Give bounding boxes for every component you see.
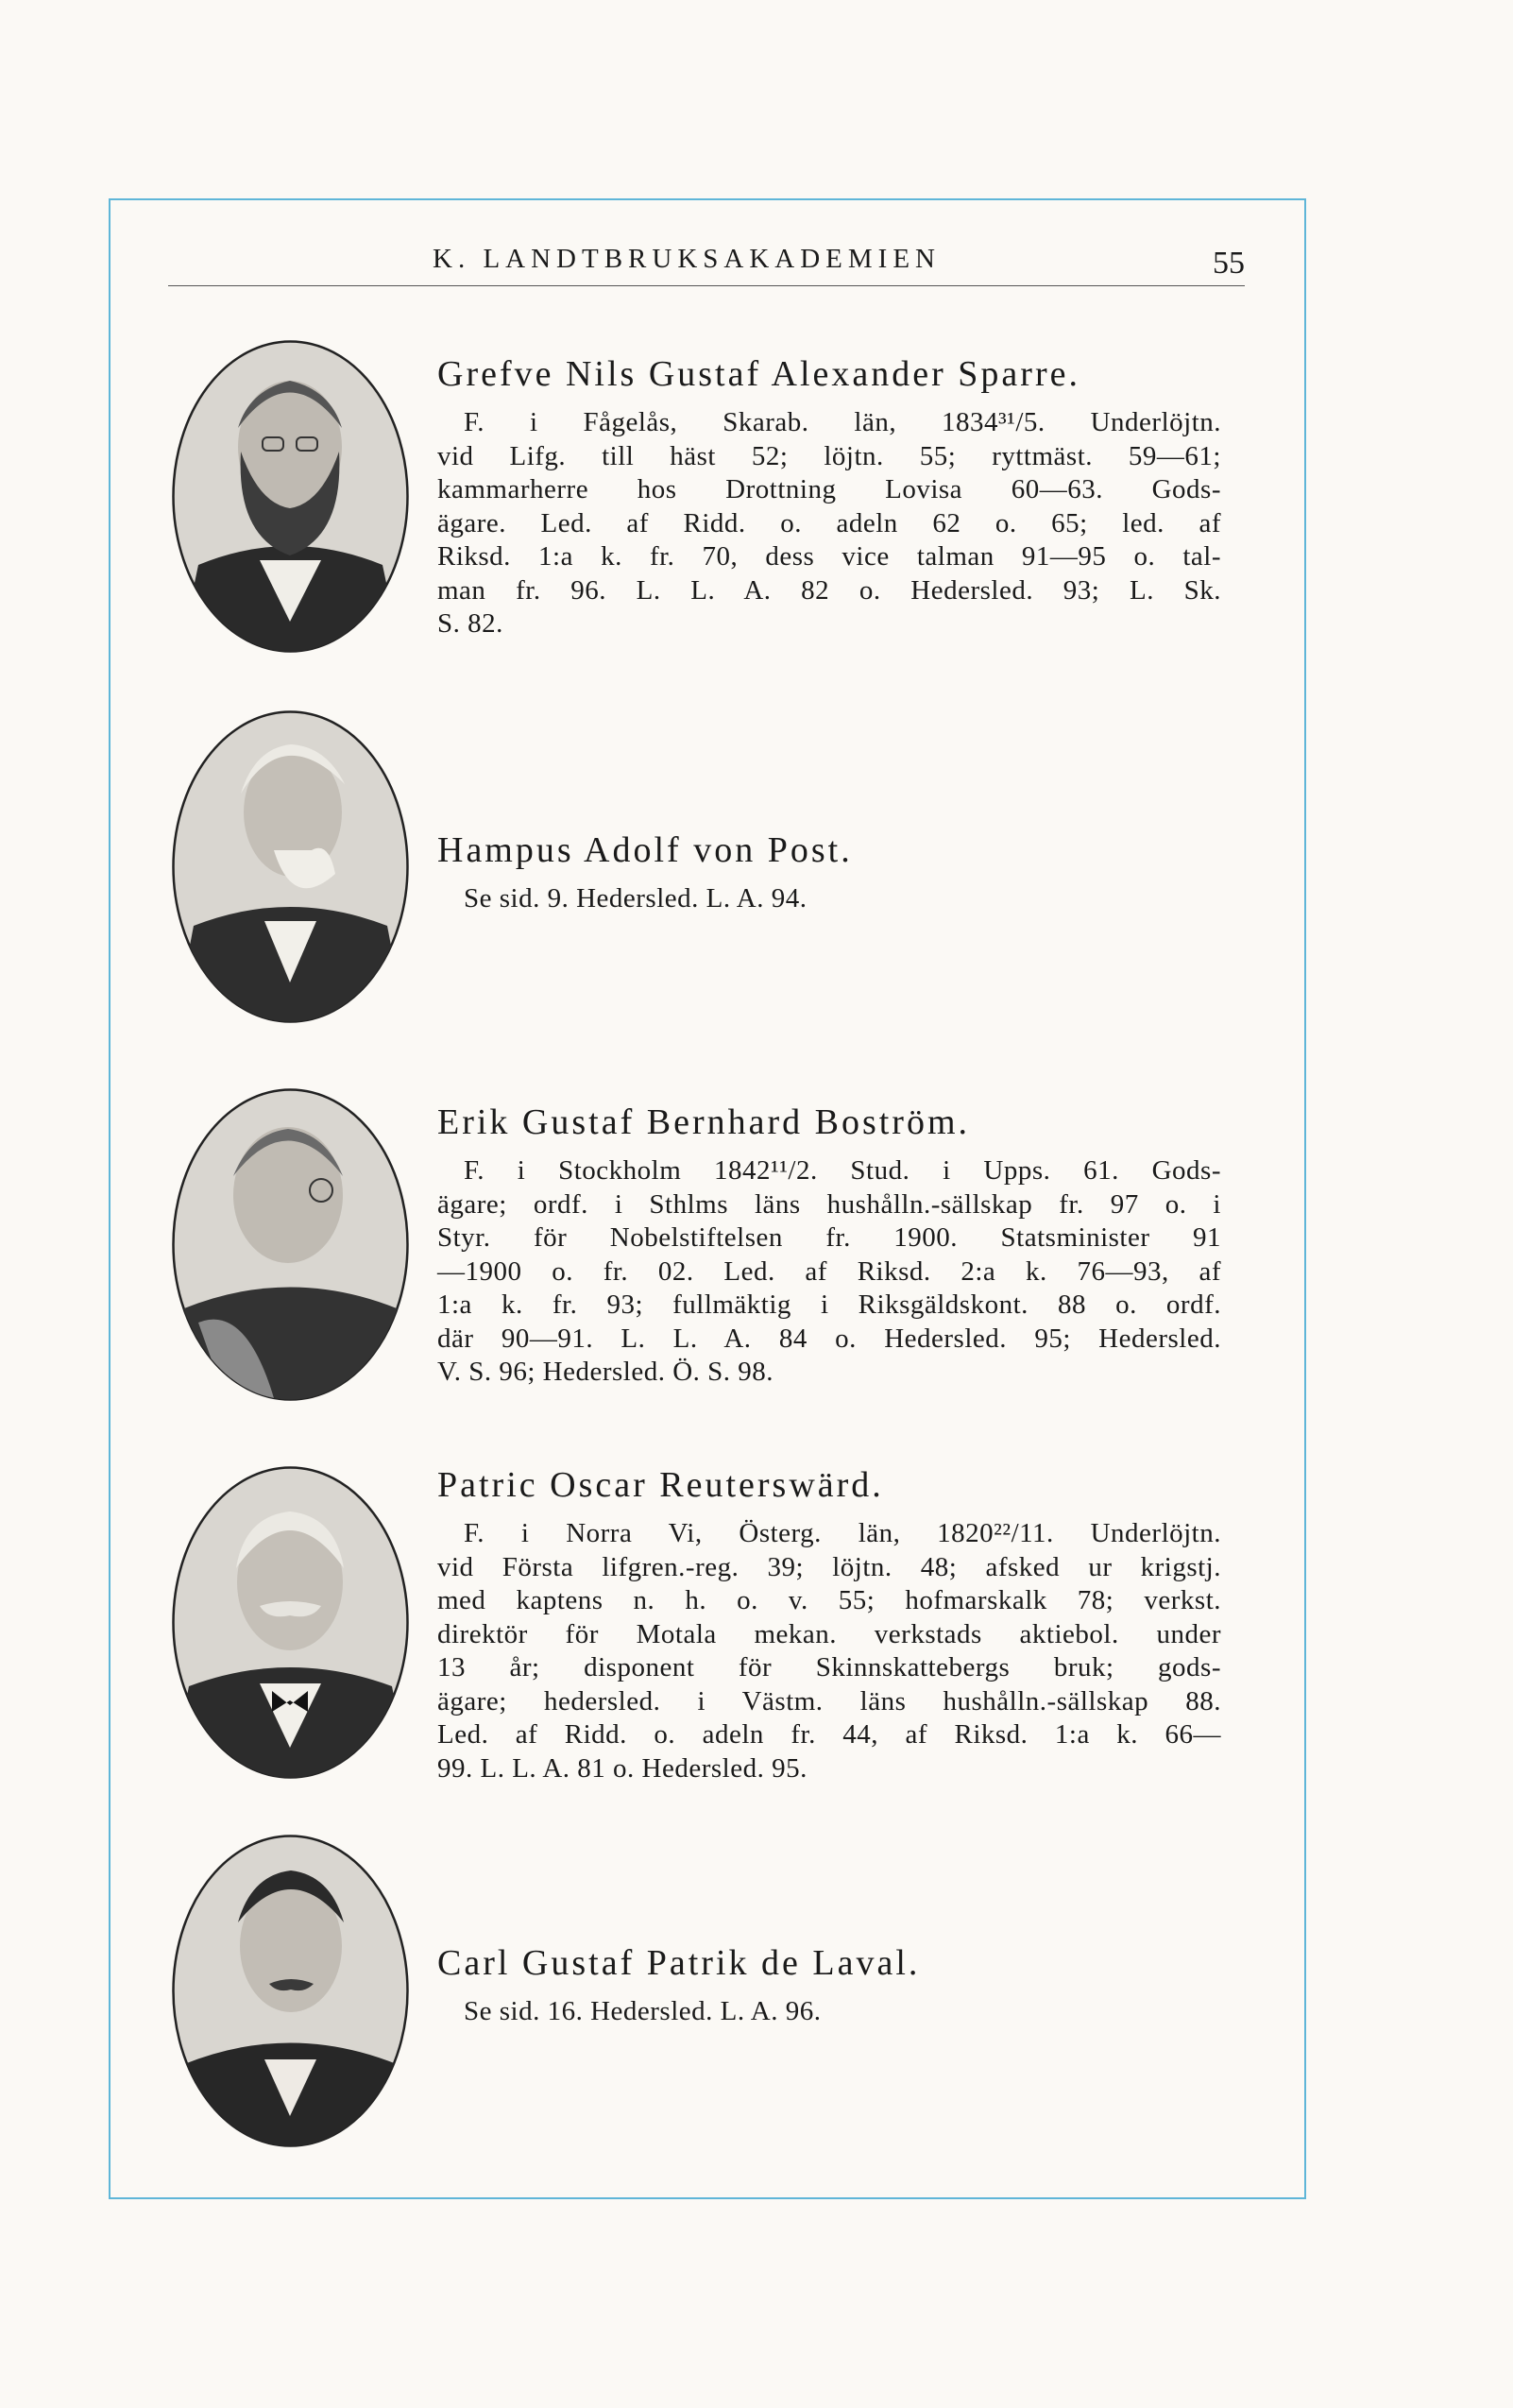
page-number: 55 [1213, 246, 1245, 281]
entry-bio [437, 1995, 1221, 2029]
running-title: K. LANDTBRUKSAKADEMIEN [433, 244, 941, 274]
bio-line: ägare; hedersled. i Västm. läns hushålln.-sällskap 88. [437, 1685, 1221, 1716]
entry-reutersward [170, 1464, 1247, 1795]
bio-line: Riksd. 1:a k. fr. 70, dess vice talman 91—95 o. tal- [437, 541, 1221, 572]
bio-line: Se sid. 16. Hedersled. L. A. 96. [464, 1996, 822, 2026]
bio-line: 13 år; disponent för Skinnskattebergs bruk; gods- [437, 1652, 1221, 1682]
entry-bio [437, 406, 1221, 641]
bio-line: ägare; ordf. i Sthlms läns hushålln.-sällskap fr. 97 o. i [437, 1188, 1221, 1220]
bio-line: F. i Norra Vi, Österg. län, 1820²²/11. Underlöjtn. [464, 1518, 1221, 1548]
bio-line: —1900 o. fr. 02. Led. af Riksd. 2:a k. 76—93, af [437, 1255, 1221, 1287]
bio-line: 99. L. L. A. 81 o. Hedersled. 95. [437, 1752, 808, 1784]
entry-name: Erik Gustaf Bernhard Boström. [437, 1102, 971, 1142]
bio-line: F. i Fågelås, Skarab. län, 1834³¹/5. Underlöjtn. [464, 407, 1221, 437]
entry-bio [437, 1517, 1221, 1785]
portrait-image [170, 709, 411, 1025]
entry-bostrom [170, 1086, 1247, 1417]
bio-line: Led. af Ridd. o. adeln fr. 44, af Riksd. 1:a k. 66— [437, 1719, 1221, 1750]
bio-line: vid Första lifgren.-reg. 39; löjtn. 48; afsked ur krigstj. [437, 1551, 1221, 1582]
bio-line: där 90—91. L. L. A. 84 o. Hedersled. 95; Hedersled. [437, 1323, 1221, 1354]
entry-sparre [170, 338, 1247, 669]
bio-line: kammarherre hos Drottning Lovisa 60—63. Gods- [437, 474, 1221, 504]
portrait-image [170, 1464, 411, 1781]
bio-line: vid Lifg. till häst 52; löjtn. 55; ryttmäst. 59—61; [437, 440, 1221, 471]
bio-line: direktör för Motala mekan. verkstads aktiebol. under [437, 1618, 1221, 1649]
entry-de-laval [170, 1833, 1247, 2163]
bio-line: S. 82. [437, 608, 503, 639]
entry-name: Grefve Nils Gustaf Alexander Sparre. [437, 354, 1080, 394]
bio-line: V. S. 96; Hedersled. Ö. S. 98. [437, 1357, 774, 1387]
bio-line: Se sid. 9. Hedersled. L. A. 94. [464, 883, 808, 914]
portrait-image [170, 338, 411, 655]
entry-name: Carl Gustaf Patrik de Laval. [437, 1943, 921, 1983]
bio-line: F. i Stockholm 1842¹¹/2. Stud. i Upps. 61. Gods- [464, 1155, 1221, 1186]
entry-name: Hampus Adolf von Post. [437, 830, 853, 870]
portrait-image [170, 1086, 411, 1403]
entry-bio [437, 882, 1221, 916]
entry-name: Patric Oscar Reuterswärd. [437, 1465, 884, 1505]
bio-line: 1:a k. fr. 93; fullmäktig i Riksgäldskont. 88 o. ordf. [437, 1289, 1221, 1320]
entry-bio [437, 1154, 1221, 1390]
portrait-image [170, 1833, 411, 2149]
bio-line: Styr. för Nobelstiftelsen fr. 1900. Statsminister 91 [437, 1222, 1221, 1253]
entry-von-post [170, 709, 1247, 1039]
bio-line: med kaptens n. h. o. v. 55; hofmarskalk 78; verkst. [437, 1585, 1221, 1615]
running-head [168, 217, 1245, 286]
bio-line: ägare. Led. af Ridd. o. adeln 62 o. 65; led. af [437, 507, 1221, 538]
bio-line: man fr. 96. L. L. A. 82 o. Hedersled. 93; L. Sk. [437, 574, 1221, 606]
